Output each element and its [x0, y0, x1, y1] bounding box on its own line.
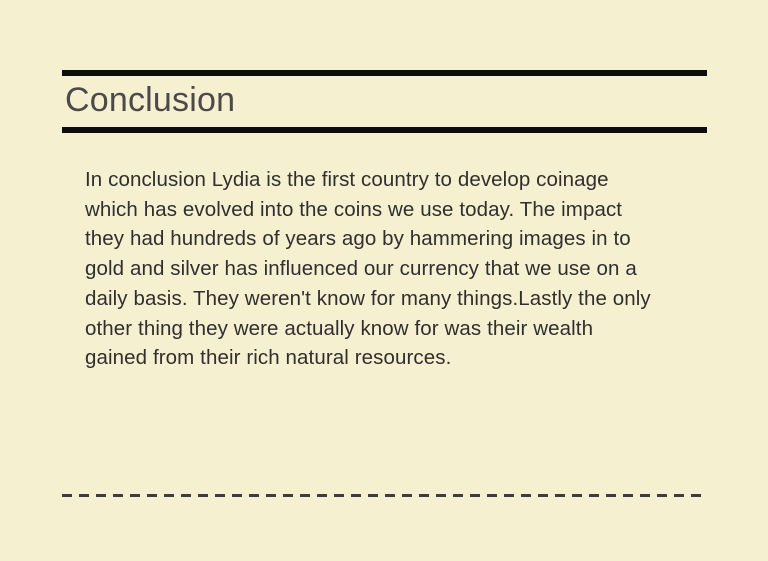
page-title: Conclusion — [65, 81, 236, 119]
title-rule-bottom — [62, 127, 707, 133]
slide-body-block — [85, 165, 655, 373]
slide-title-block — [62, 70, 707, 133]
footer-dashed-divider — [62, 494, 707, 497]
body-paragraph: In conclusion Lydia is the first country to develop coinage which has evolved into the coins we use today. The impact they had hundreds of years ago by hammering images in to gold and silver has influenced our currency that we use on a daily basis. They weren't know for many things.Lastly the only other thing they were actually know for was their wealth gained from their rich natural resources. — [85, 168, 651, 370]
